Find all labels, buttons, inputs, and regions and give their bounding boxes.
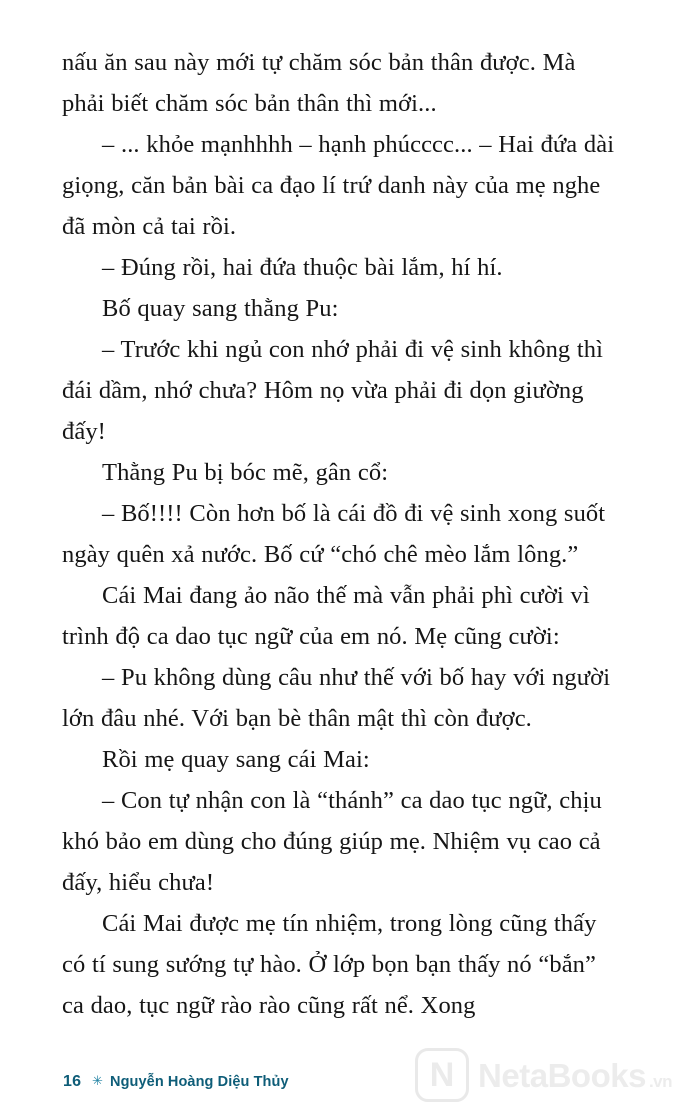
paragraph: Rồi mẹ quay sang cái Mai:	[102, 746, 370, 773]
paragraph: Bố quay sang thằng Pu:	[102, 295, 339, 322]
paragraph: – ... khỏe mạnhhhh – hạnh phúcccc... – Hai đứa dài giọng, căn bản bài ca đạo lí trứ danh này của mẹ nghe đã mòn cả tai rồi.	[62, 131, 615, 240]
paragraph: Cái Mai được mẹ tín nhiệm, trong lòng cũng thấy có tí sung sướng tự hào. Ở lớp bọn bạn thấy nó “bắn” ca dao, tục ngữ rào rào cũng rất nể. Xong	[62, 910, 597, 1019]
page-footer	[0, 1030, 700, 1120]
watermark-text-group	[478, 1056, 672, 1094]
author-name: Nguyễn Hoàng Diệu Thủy	[110, 1074, 289, 1090]
page-number: 16	[63, 1073, 82, 1090]
asterisk-icon: ✳	[92, 1073, 103, 1088]
paragraph: – Trước khi ngủ con nhớ phải đi vệ sinh không thì đái dầm, nhớ chưa? Hôm nọ vừa phải đi dọn giường đấy!	[62, 336, 604, 445]
logo-letter: N	[429, 1056, 455, 1094]
paragraph: – Pu không dùng câu như thế với bố hay với người lớn đâu nhé. Với bạn bè thân mật thì còn được.	[62, 664, 611, 732]
netabooks-logo-icon	[415, 1048, 469, 1102]
paragraph: – Bố!!!! Còn hơn bố là cái đồ đi vệ sinh xong suốt ngày quên xả nước. Bố cứ “chó chê mèo lắm lông.”	[62, 500, 606, 568]
paragraph: – Con tự nhận con là “thánh” ca dao tục ngữ, chịu khó bảo em dùng cho đúng giúp mẹ. Nhiệm vụ cao cả đấy, hiểu chưa!	[62, 787, 602, 896]
body-text-column	[62, 42, 618, 1026]
paragraph: Cái Mai đang ảo não thế mà vẫn phải phì cười vì trình độ ca dao tục ngữ của em nó. Mẹ cũng cười:	[62, 582, 590, 650]
netabooks-watermark	[415, 1048, 672, 1102]
paragraph: nấu ăn sau này mới tự chăm sóc bản thân được. Mà phải biết chăm sóc bản thân thì mới...	[62, 49, 576, 117]
paragraph: – Đúng rồi, hai đứa thuộc bài lắm, hí hí.	[102, 254, 503, 281]
watermark-suffix: .vn	[648, 1071, 672, 1091]
watermark-text: NetaBooks	[478, 1056, 646, 1094]
paragraph: Thằng Pu bị bóc mẽ, gân cổ:	[102, 459, 389, 486]
